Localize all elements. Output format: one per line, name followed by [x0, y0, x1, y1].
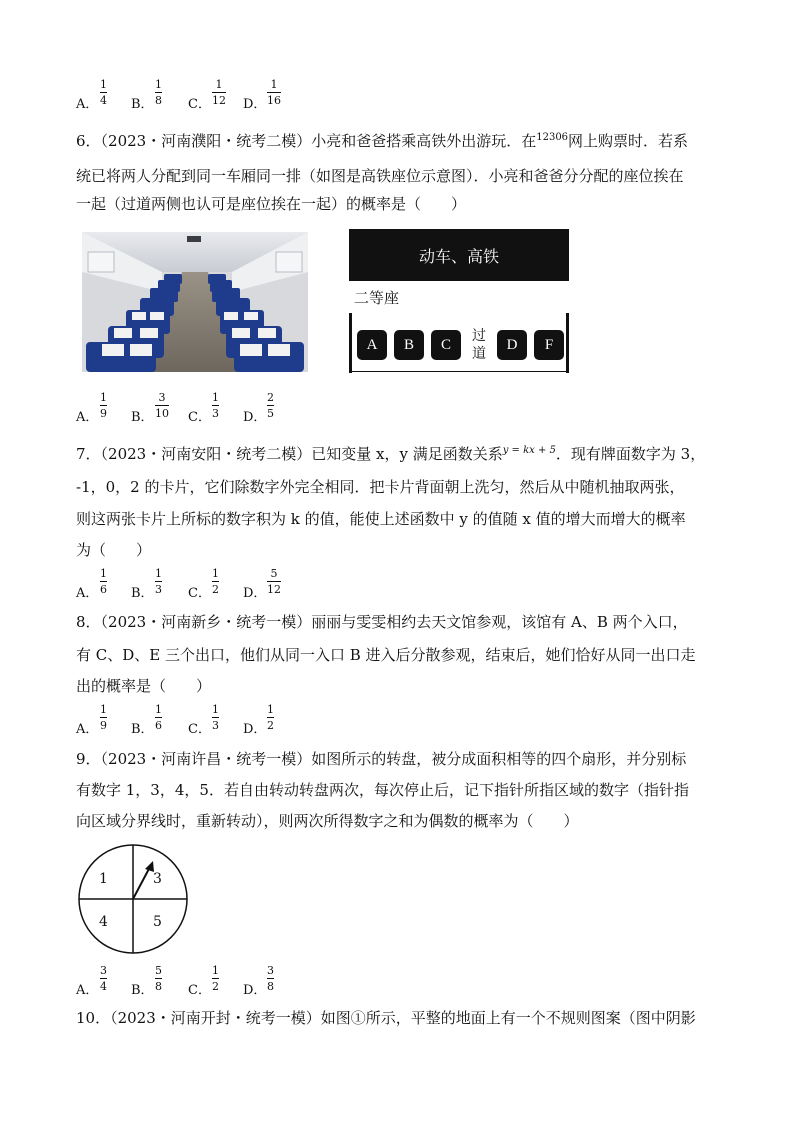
seat-a: A	[357, 330, 387, 360]
q7-formula: y = kx + 5	[502, 445, 556, 456]
q7-line-1: 7．（2023・河南安阳・统考二模）已知变量 x，y 满足函数关系$^{y = kx + 5}$．现有牌面数字为 3，	[76, 445, 706, 463]
q6-line-2: 统已将两人分配到同一车厢同一排（如图是高铁座位示意图）．小亮和爸爸分分配的座位挨在	[76, 167, 684, 185]
fraction: 2 5	[267, 391, 274, 420]
seat-b: B	[394, 330, 424, 360]
q8-line-1: 8．（2023・河南新乡・统考一模）丽丽与雯雯相约去天文馆参观，该馆有 A、B 两个入口，	[76, 613, 688, 631]
fraction: 3 10	[155, 391, 169, 420]
fraction: 1 4	[100, 78, 107, 107]
fraction: 1 9	[100, 391, 107, 420]
train-interior-photo	[82, 232, 308, 372]
sector-5: 5	[153, 914, 162, 930]
fraction: 1 8	[155, 78, 162, 107]
fraction: 1 6	[100, 567, 107, 596]
fraction: 1 3	[212, 391, 219, 420]
sector-3: 3	[153, 871, 162, 887]
q6-line-3: 一起（过道两侧也认可是座位挨在一起）的概率是（ ）	[76, 195, 467, 213]
q8-line-3: 出的概率是（ ）	[76, 677, 212, 695]
fraction: 1 2	[212, 964, 219, 993]
q7-line-4: 为（ ）	[76, 541, 152, 559]
seat-d: D	[497, 330, 527, 360]
fraction: 1 16	[267, 78, 281, 107]
q6-line-1: 6．（2023・河南濮阳・统考二模）小亮和爸爸搭乘高铁外出游玩．在$^{12306}$网上购票时．若系	[76, 132, 689, 150]
q8-line-2: 有 C、D、E 三个出口，他们从同一入口 B 进入后分散参观，结束后，她们恰好从同一出口走	[76, 646, 696, 664]
aisle-label: 过 道	[472, 328, 486, 362]
diagram-left-wall	[349, 313, 352, 373]
fraction: 1 12	[212, 78, 226, 107]
fraction: 5 12	[267, 567, 281, 596]
fraction: 1 2	[212, 567, 219, 596]
fraction: 1 6	[155, 703, 162, 732]
seat-f: F	[534, 330, 564, 360]
spinner-diagram	[77, 843, 189, 955]
fraction: 1 2	[267, 703, 274, 732]
q9-line-2: 有数字 1，3，4，5．若自由转动转盘两次，每次停止后，记下指针所指区域的数字（指针指	[76, 781, 689, 799]
fraction: 1 3	[155, 567, 162, 596]
q7-line-2: -1，0，2 的卡片，它们除数字外完全相同．把卡片背面朝上洗匀，然后从中随机抽取两张，	[76, 478, 685, 496]
diagram-floor	[349, 371, 569, 372]
q10-line-1: 10．（2023・河南开封・统考一模）如图①所示，平整的地面上有一个不规则图案（图中阴影	[76, 1009, 696, 1027]
diagram-title: 动车、高铁	[418, 246, 499, 266]
sector-4: 4	[99, 914, 108, 930]
fraction: 1 3	[212, 703, 219, 732]
diagram-class-label: 二等座	[354, 289, 400, 307]
seat-c: C	[431, 330, 461, 360]
fraction: 5 8	[155, 964, 162, 993]
q9-line-1: 9．（2023・河南许昌・统考一模）如图所示的转盘，被分成面积相等的四个扇形，并分别标	[76, 750, 687, 768]
q7-line-3: 则这两张卡片上所标的数字积为 k 的值，能使上述函数中 y 的值随 x 值的增大而增大的概率	[76, 510, 686, 528]
fraction: 1 9	[100, 703, 107, 732]
fraction: 3 4	[100, 964, 107, 993]
q9-line-3: 向区域分界线时，重新转动），则两次所得数字之和为偶数的概率为（ ）	[76, 812, 579, 830]
fraction: 3 8	[267, 964, 274, 993]
diagram-title-bar	[349, 229, 569, 281]
seat-row	[357, 327, 564, 363]
diagram-right-wall	[566, 313, 569, 373]
sector-1: 1	[99, 871, 108, 887]
